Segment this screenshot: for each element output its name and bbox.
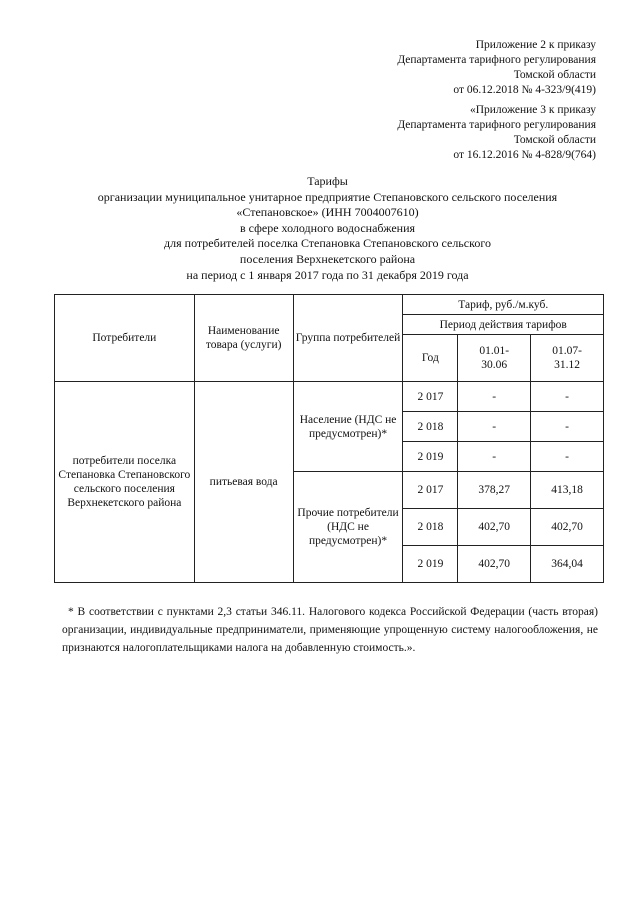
- consumers-cell: потребители поселка Степановка Степановского сельского поселения Верхнекетского района: [55, 382, 195, 583]
- header-half-1: 01.01- 30.06: [458, 335, 531, 382]
- tariff-cell: 413,18: [531, 472, 604, 509]
- title-line: в сфере холодного водоснабжения: [239, 220, 416, 235]
- title-line: для потребителей поселка Степановка Степановского сельского: [164, 236, 491, 251]
- tariff-cell: 402,70: [458, 509, 531, 546]
- appendix-line: Приложение 2 к приказу: [475, 39, 596, 51]
- year-cell: 2 018: [403, 412, 458, 442]
- group-cell: Население (НДС не предусмотрен)*: [293, 382, 403, 472]
- header-year: Год: [403, 335, 458, 382]
- title-line: поселения Верхнекетского района: [239, 251, 416, 266]
- title-line: «Степановское» (ИНН 7004007610): [236, 205, 419, 220]
- tariff-cell: -: [531, 382, 604, 412]
- appendix-line: от 16.12.2016 № 4-828/9(764): [453, 149, 596, 161]
- footnote: * В соответствии с пунктами 2,3 статьи 346.11. Налогового кодекса Российской Федерации (часть вторая) организации, индивидуальные предприниматели, применяющие упрощенную систему налогообложения, не признаются налогоплательщиками налога на добавленную стоимость.».: [62, 606, 598, 654]
- tariff-cell: -: [531, 442, 604, 472]
- header-consumers: Потребители: [55, 295, 195, 382]
- tariff-table: [54, 294, 604, 583]
- tariff-cell: -: [458, 412, 531, 442]
- year-cell: 2 019: [403, 442, 458, 472]
- title-line: Тарифы: [307, 174, 348, 188]
- title-line: на период с 1 января 2017 года по 31 декабря 2019 года: [186, 267, 469, 282]
- header-half-2: 01.07- 31.12: [531, 335, 604, 382]
- header-tariff: Тариф, руб./м.куб.: [403, 295, 604, 315]
- year-cell: 2 017: [403, 472, 458, 509]
- year-cell: 2 019: [403, 546, 458, 583]
- tariff-cell: 402,70: [458, 546, 531, 583]
- appendix-line: Департамента тарифного регулирования: [397, 54, 596, 66]
- tariff-cell: 378,27: [458, 472, 531, 509]
- header-product: Наименование товара (услуги): [194, 295, 293, 382]
- header-period: Период действия тарифов: [403, 315, 604, 335]
- appendix-line: от 06.12.2018 № 4-323/9(419): [453, 84, 596, 96]
- appendix-line: Департамента тарифного регулирования: [397, 119, 596, 131]
- appendix-line: «Приложение 3 к приказу: [469, 104, 596, 116]
- header-group: Группа потребителей: [293, 295, 403, 382]
- tariff-cell: 402,70: [531, 509, 604, 546]
- title-line: организации муниципальное унитарное предприятие Степановского сельского поселения: [97, 189, 558, 204]
- group-cell: Прочие потребители (НДС не предусмотрен)*: [293, 472, 403, 583]
- tariff-cell: -: [531, 412, 604, 442]
- year-cell: 2 017: [403, 382, 458, 412]
- appendix-reference-current: [397, 38, 596, 98]
- tariff-cell: 364,04: [531, 546, 604, 583]
- tariff-cell: -: [458, 442, 531, 472]
- appendix-reference-original: [397, 103, 596, 163]
- appendix-line: Томской области: [513, 134, 596, 146]
- appendix-line: Томской области: [513, 69, 596, 81]
- product-cell: питьевая вода: [194, 382, 293, 583]
- tariff-cell: -: [458, 382, 531, 412]
- year-cell: 2 018: [403, 509, 458, 546]
- document-title: [40, 174, 615, 283]
